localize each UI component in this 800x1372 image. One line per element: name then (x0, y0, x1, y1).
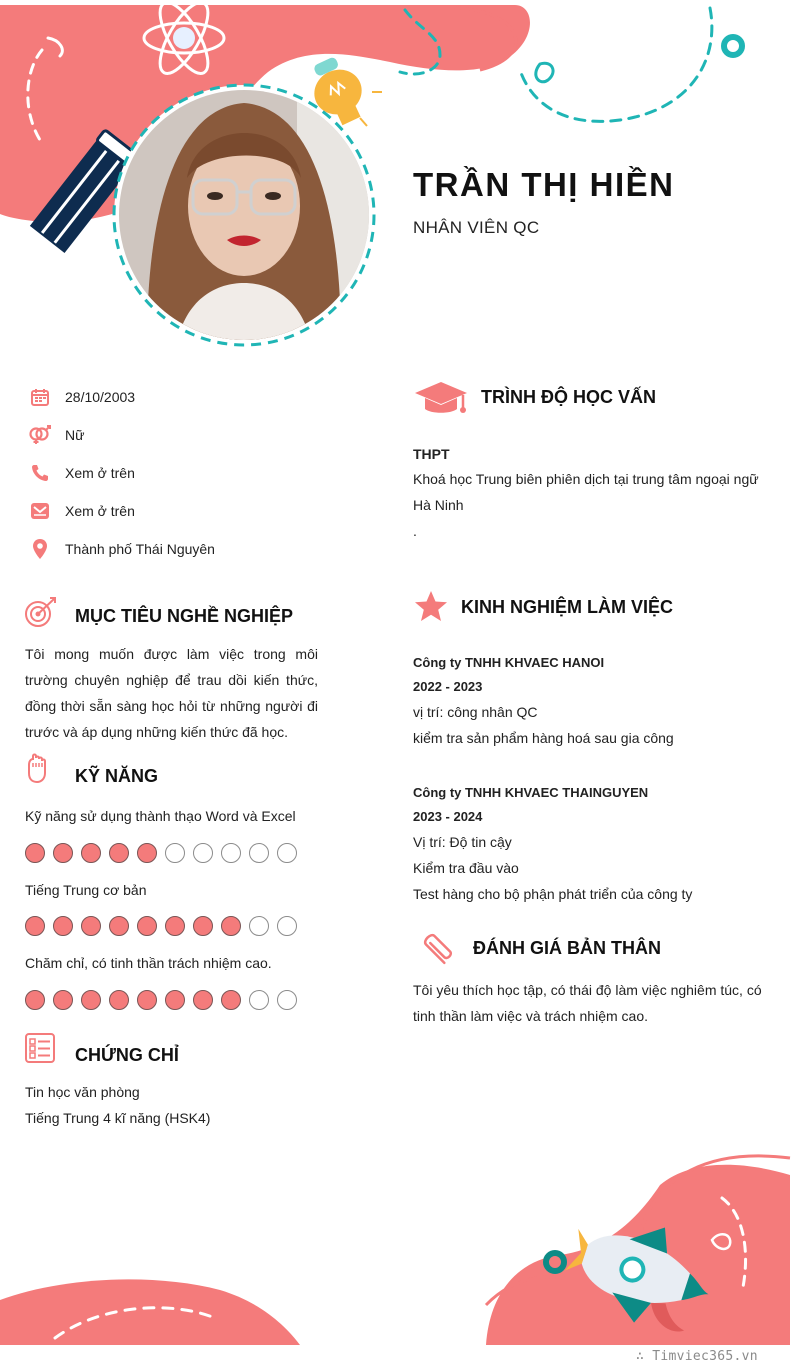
calendar-icon (26, 386, 54, 408)
certificate-item: Tin học văn phòng (25, 1084, 140, 1100)
rating-dot-empty (249, 843, 269, 863)
candidate-name: TRẦN THỊ HIỀN (413, 166, 675, 203)
job-line: kiểm tra sản phẩm hàng hoá sau gia công (413, 730, 674, 746)
rating-dot-filled (137, 990, 157, 1010)
graduation-cap-icon (413, 380, 469, 416)
self-assessment-title: ĐÁNH GIÁ BẢN THÂN (473, 938, 661, 958)
teal-ring (724, 37, 742, 55)
rating-dot-filled (193, 990, 213, 1010)
rating-dot-filled (137, 916, 157, 936)
skill-name: Chăm chỉ, có tinh thần trách nhiệm cao. (25, 955, 272, 971)
rating-dot-filled (25, 843, 45, 863)
rating-dot-filled (221, 990, 241, 1010)
job-company: Công ty TNHH KHVAEC HANOI (413, 655, 605, 670)
rating-dot-empty (249, 990, 269, 1010)
job-line: Test hàng cho bộ phận phát triển của công ty (413, 886, 693, 902)
watermark: ∴ Timviec365.vn (636, 1349, 758, 1364)
job-company: Công ty TNHH KHVAEC THAINGUYEN (413, 785, 649, 800)
rating-dot-filled (109, 843, 129, 863)
certificates-title: CHỨNG CHỈ (75, 1045, 179, 1065)
skill-rating (25, 843, 297, 863)
checklist-icon (24, 1032, 56, 1064)
contact-gender (26, 423, 84, 447)
rating-dot-filled (81, 843, 101, 863)
rating-dot-filled (81, 916, 101, 936)
rating-dot-empty (193, 843, 213, 863)
gender-icon (26, 424, 54, 446)
rating-dot-empty (277, 990, 297, 1010)
skill-name: Tiếng Trung cơ bản (25, 882, 147, 898)
skill-rating (25, 916, 297, 936)
email-text: Xem ở trên (65, 503, 135, 519)
job-line: Kiểm tra đầu vào (413, 860, 519, 876)
rating-dot-filled (137, 843, 157, 863)
phone-text: Xem ở trên (65, 465, 135, 481)
objective-title: MỤC TIÊU NGHỀ NGHIỆP (75, 606, 294, 626)
rating-dot-filled (165, 990, 185, 1010)
bottom-left-blob (0, 1279, 300, 1345)
rating-dot-filled (109, 990, 129, 1010)
skill-rating (25, 990, 297, 1010)
rating-dot-empty (277, 916, 297, 936)
rating-dot-empty (165, 843, 185, 863)
contact-email (26, 499, 135, 523)
rating-dot-filled (109, 916, 129, 936)
education-detail-line: Khoá học Trung biên phiên dịch tại trung tâm ngoại ngữ (413, 471, 759, 487)
certificate-item: Tiếng Trung 4 kĩ năng (HSK4) (25, 1110, 211, 1126)
education-title: TRÌNH ĐỘ HỌC VẤN (481, 387, 656, 407)
rating-dot-filled (25, 990, 45, 1010)
target-icon (24, 596, 58, 630)
location-pin-icon (26, 538, 54, 560)
job-period: 2022 - 2023 (413, 679, 483, 694)
job-period: 2023 - 2024 (413, 809, 483, 824)
skill-name: Kỹ năng sử dụng thành thạo Word và Excel (25, 808, 296, 824)
rating-dot-filled (165, 916, 185, 936)
star-icon (414, 590, 448, 622)
gender-text: Nữ (65, 427, 85, 443)
education-school: THPT (413, 446, 450, 462)
contact-birthdate (26, 385, 135, 409)
objective-text: Tôi mong muốn được làm việc trong môi trường chuyên nghiệp để trau dồi kiến thức, đồng thời sẵn sàng học hỏi từ những người đi trước và áp dụng những kiến thức đã học. (25, 646, 318, 740)
phone-icon (26, 462, 54, 484)
hand-fist-icon (25, 753, 49, 785)
education-detail (413, 466, 783, 544)
rating-dot-empty (221, 843, 241, 863)
rating-dot-empty (277, 843, 297, 863)
rating-dot-filled (53, 990, 73, 1010)
rating-dot-filled (193, 916, 213, 936)
job-line: Vị trí: Độ tin cậy (413, 834, 512, 850)
address-text: Thành phố Thái Nguyên (65, 541, 215, 557)
education-detail-line: . (413, 523, 417, 539)
education-detail-line: Hà Ninh (413, 497, 464, 513)
contact-phone (26, 461, 135, 485)
job-position: NHÂN VIÊN QC (413, 218, 540, 237)
skills-title: KỸ NĂNG (75, 766, 159, 786)
paperclip-icon (417, 927, 459, 969)
rating-dot-empty (249, 916, 269, 936)
rating-dot-filled (81, 990, 101, 1010)
experience-title: KINH NGHIỆM LÀM VIỆC (461, 597, 674, 617)
self-assessment-text: Tôi yêu thích học tập, có thái độ làm việc nghiêm túc, có tinh thần làm việc và trách nhiệm cao. (413, 982, 762, 1024)
rating-dot-filled (221, 916, 241, 936)
rating-dot-filled (53, 916, 73, 936)
email-icon (26, 500, 54, 522)
rating-dot-filled (25, 916, 45, 936)
job-line: vị trí: công nhân QC (413, 704, 538, 720)
birthdate-text: 28/10/2003 (65, 389, 136, 405)
rating-dot-filled (53, 843, 73, 863)
avatar (117, 88, 371, 342)
contact-address (26, 537, 215, 561)
